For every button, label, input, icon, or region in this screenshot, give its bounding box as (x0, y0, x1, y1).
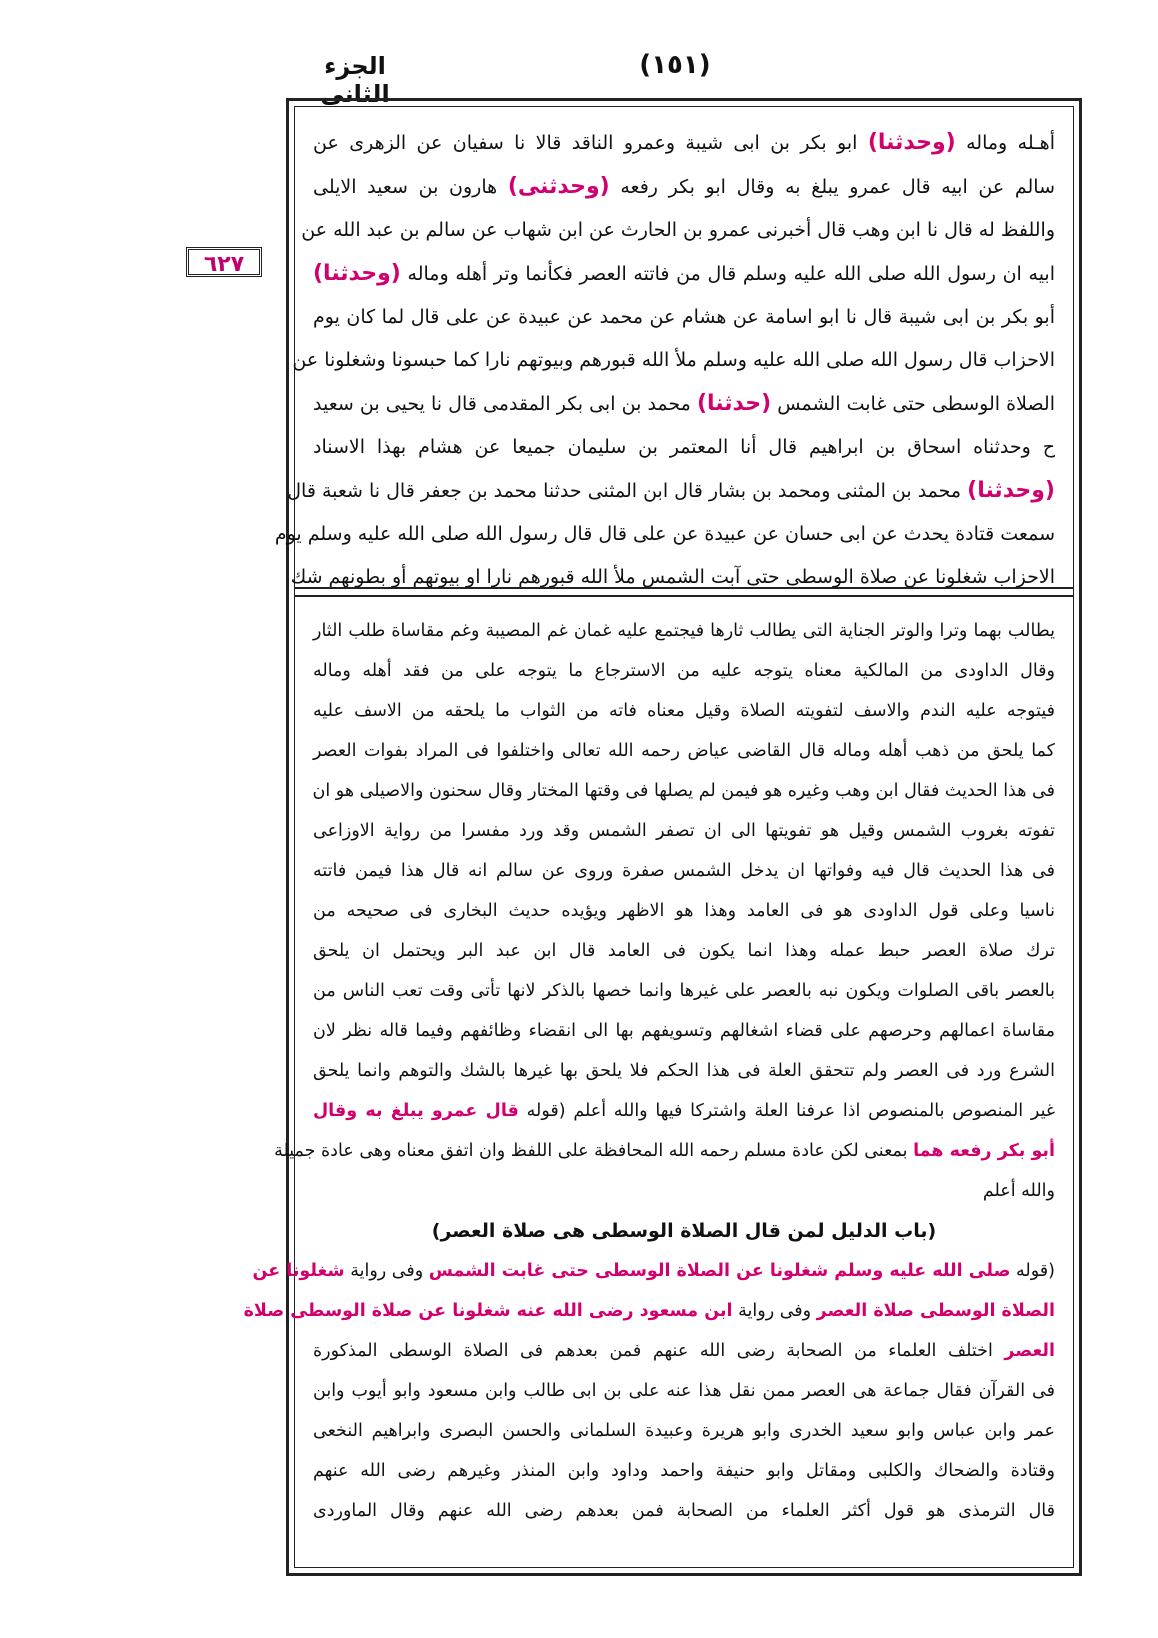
chapter-heading: (باب الدليل لمن قال الصلاة الوسطى هى صلاة العصر) (431, 1220, 937, 1242)
commentary-line: قال الترمذى هو قول أكثر العلماء من الصحابة فمن بعدهم رضى الله عنهم وقال الماوردى (313, 1501, 1055, 1521)
hadith-line: سالم عن ابيه قال عمرو يبلغ به وقال ابو بكر رفعه (وحدثنى) هارون بن سعيد الايلى (313, 174, 1056, 199)
commentary-line: والله أعلم (982, 1181, 1055, 1201)
commentary-line: الشرع ورد فى العصر ولم تتحقق العلة فى هذا الحكم فلا يلحق بها غيرها بالشك والتوهم وانما يلحق (313, 1061, 1055, 1081)
hadith-line: (وحدثنا) محمد بن المثنى ومحمد بن بشار قال ابن المثنى حدثنا محمد بن جعفر قال نا شعبة قال (287, 478, 1055, 503)
hadith-number-box: ٦٢٧ (186, 247, 262, 277)
commentary-text: وفى رواية (732, 1301, 817, 1321)
commentary-line (243, 1291, 1055, 1331)
highlighted-quote: الصلاة الوسطى صلاة العصر (816, 1301, 1055, 1321)
highlighted-quote: العصر (1004, 1341, 1055, 1361)
commentary-line (274, 1131, 1055, 1171)
highlighted-quote: ابن مسعود رضى الله عنه شغلونا عن صلاة الوسطى صلاة (243, 1301, 733, 1321)
narration-keyword: (وحدثنى) (507, 174, 610, 199)
commentary-line: يطالب بهما وترا والوتر الجناية التى يطالب ثارها فيجتمع عليه غمان غم المصيبة وغم مقاساة طلب الثار (313, 621, 1055, 641)
commentary-text: غير المنصوص بالمنصوص اذا عرفنا العلة واشتركا فيها والله أعلم (قوله (518, 1101, 1056, 1121)
narration-keyword: (وحدثنا) (313, 261, 401, 286)
highlighted-quote: قال عمرو يبلغ به وقال (313, 1101, 519, 1121)
commentary-line (313, 1331, 1055, 1371)
commentary-line: فى القرآن فقال جماعة هى العصر ممن نقل هذا عنه على بن ابى طالب وابن مسعود وابو أيوب وابن (313, 1381, 1055, 1401)
commentary-text: اختلف العلماء من الصحابة رضى الله عنهم فمن بعدهم فى الصلاة الوسطى المذكورة (313, 1341, 1005, 1361)
hadith-line: ح وحدثناه اسحاق بن ابراهيم قال أنا المعتمر بن سليمان جميعا عن هشام بهذا الاسناد (313, 436, 1055, 458)
commentary-text: (قوله (1010, 1261, 1055, 1281)
commentary-line: بالعصر باقى الصلوات ويكون نبه بالعصر على غيرها وانما خصها بالذكر لانها تأتى وقت تعب الناس من (313, 981, 1055, 1001)
hadith-line: الصلاة الوسطى حتى غابت الشمس (حدثنا) محمد بن ابى بكر المقدمى قال نا يحيى بن سعيد (313, 391, 1055, 416)
hadith-line: ابيه ان رسول الله صلى الله عليه وسلم قال من فاتته العصر فكأنما وتر أهله وماله (وحدثنا) (313, 261, 1055, 286)
commentary-line: فيتوجه عليه الندم والاسف لتفويته الصلاة وقيل معناه فاته من الثواب ما يلحقه من الاسف عليه (313, 701, 1055, 721)
commentary-line (313, 1091, 1055, 1131)
narration-keyword: (وحدثنا) (967, 478, 1055, 503)
commentary-section (243, 611, 1056, 1531)
commentary-line: فى هذا الحديث قال فيه وفواتها ان يدخل الشمس صفرة وروى عن سالم انه قال هذا فيمن فاتته (313, 861, 1055, 881)
commentary-line: مقاساة اعمالهم وحرصهم على قضاء اشغالهم وتسويفهم بها الى انقضاء وظائفهم وفيما قاله نظر لان (313, 1021, 1055, 1041)
hadith-line: الاحزاب شغلونا عن صلاة الوسطى حتى آبت الشمس ملأ الله قبورهم نارا او بيوتهم أو بطونهم شك (290, 566, 1055, 588)
hadith-line: سمعت قتادة يحدث عن ابى حسان عن عبيدة عن على قال قال رسول الله صلى الله عليه وسلم يوم (274, 523, 1055, 545)
hadith-line: الاحزاب قال رسول الله صلى الله عليه وسلم ملأ الله قبورهم وبيوتهم نارا كما حبسونا وشغلونا عن (292, 349, 1055, 371)
highlighted-quote: شغلونا عن (252, 1261, 345, 1281)
commentary-line: عمر وابن عباس وابو سعيد الخدرى وابو هريرة وعبيدة السلمانى والحسن البصرى وابراهيم النخعى (313, 1421, 1055, 1441)
volume-title: الجزء الثانى (320, 52, 390, 108)
commentary-line: كما يلحق من ذهب أهله وماله قال القاضى عياض رحمه الله تعالى واختلفوا فى المراد بفوات العصر (313, 741, 1055, 761)
commentary-line: ناسيا وعلى قول الداودى هو فى العامد وهذا هو الاظهر ويؤيده حديث البخارى فى صحيحه من (313, 901, 1055, 921)
narration-keyword: (حدثنا) (696, 391, 772, 416)
section-divider (294, 587, 1074, 597)
commentary-text: بمعنى لكن عادة مسلم رحمه الله المحافظة على اللفظ وان اتفق معناه وهى عادة جميلة (274, 1141, 914, 1161)
narration-keyword: (وحدثنا) (867, 130, 956, 155)
commentary-line: تفوته بغروب الشمس وقيل هو تفويتها الى ان تصفر الشمس وقد ورد مفسرا من رواية الاوزاعى (313, 821, 1055, 841)
hadith-line: أهـله وماله (وحدثنا) ابو بكر بن ابى شيبة وعمرو الناقد قالا نا سفيان عن الزهرى عن (313, 130, 1055, 155)
hadith-line: واللفظ له قال نا ابن وهب قال أخبرنى عمرو بن الحارث عن ابن شهاب عن سالم بن عبد الله عن (301, 219, 1055, 241)
page-frame (243, 98, 1082, 1576)
commentary-line: وقتادة والضحاك والكلبى ومقاتل وابو حنيفة واحمد وداود وابن المنذر وغيرهم رضى الله عنهم (313, 1461, 1055, 1481)
hadith-line: أبو بكر بن ابى شيبة قال نا ابو اسامة عن هشام عن محمد عن عبيدة عن على قال لما كان يوم (313, 306, 1055, 328)
commentary-line: وقال الداودى من المالكية معناه يتوجه عليه من الاسترجاع ما يتوجه على من فقد أهله وماله (313, 661, 1055, 681)
hadith-text-section (274, 121, 1056, 599)
highlighted-quote: صلى الله عليه وسلم شغلونا عن الصلاة الوسطى حتى غابت الشمس (428, 1261, 1011, 1281)
highlighted-quote: أبو بكر رفعه هما (913, 1141, 1055, 1161)
page-number: (١٥١) (639, 50, 711, 80)
commentary-text: وفى رواية (344, 1261, 429, 1281)
commentary-line: فى هذا الحديث فقال ابن وهب وغيره هو فيمن لم يصلها فى وقتها المختار وقال سحنون والاصيلى هو ان (312, 781, 1055, 801)
commentary-line (252, 1251, 1055, 1291)
commentary-line: ترك صلاة العصر حبط عمله وهذا انما يكون فى العامد قال ابن عبد البر ويحتمل ان يلحق (313, 941, 1055, 961)
